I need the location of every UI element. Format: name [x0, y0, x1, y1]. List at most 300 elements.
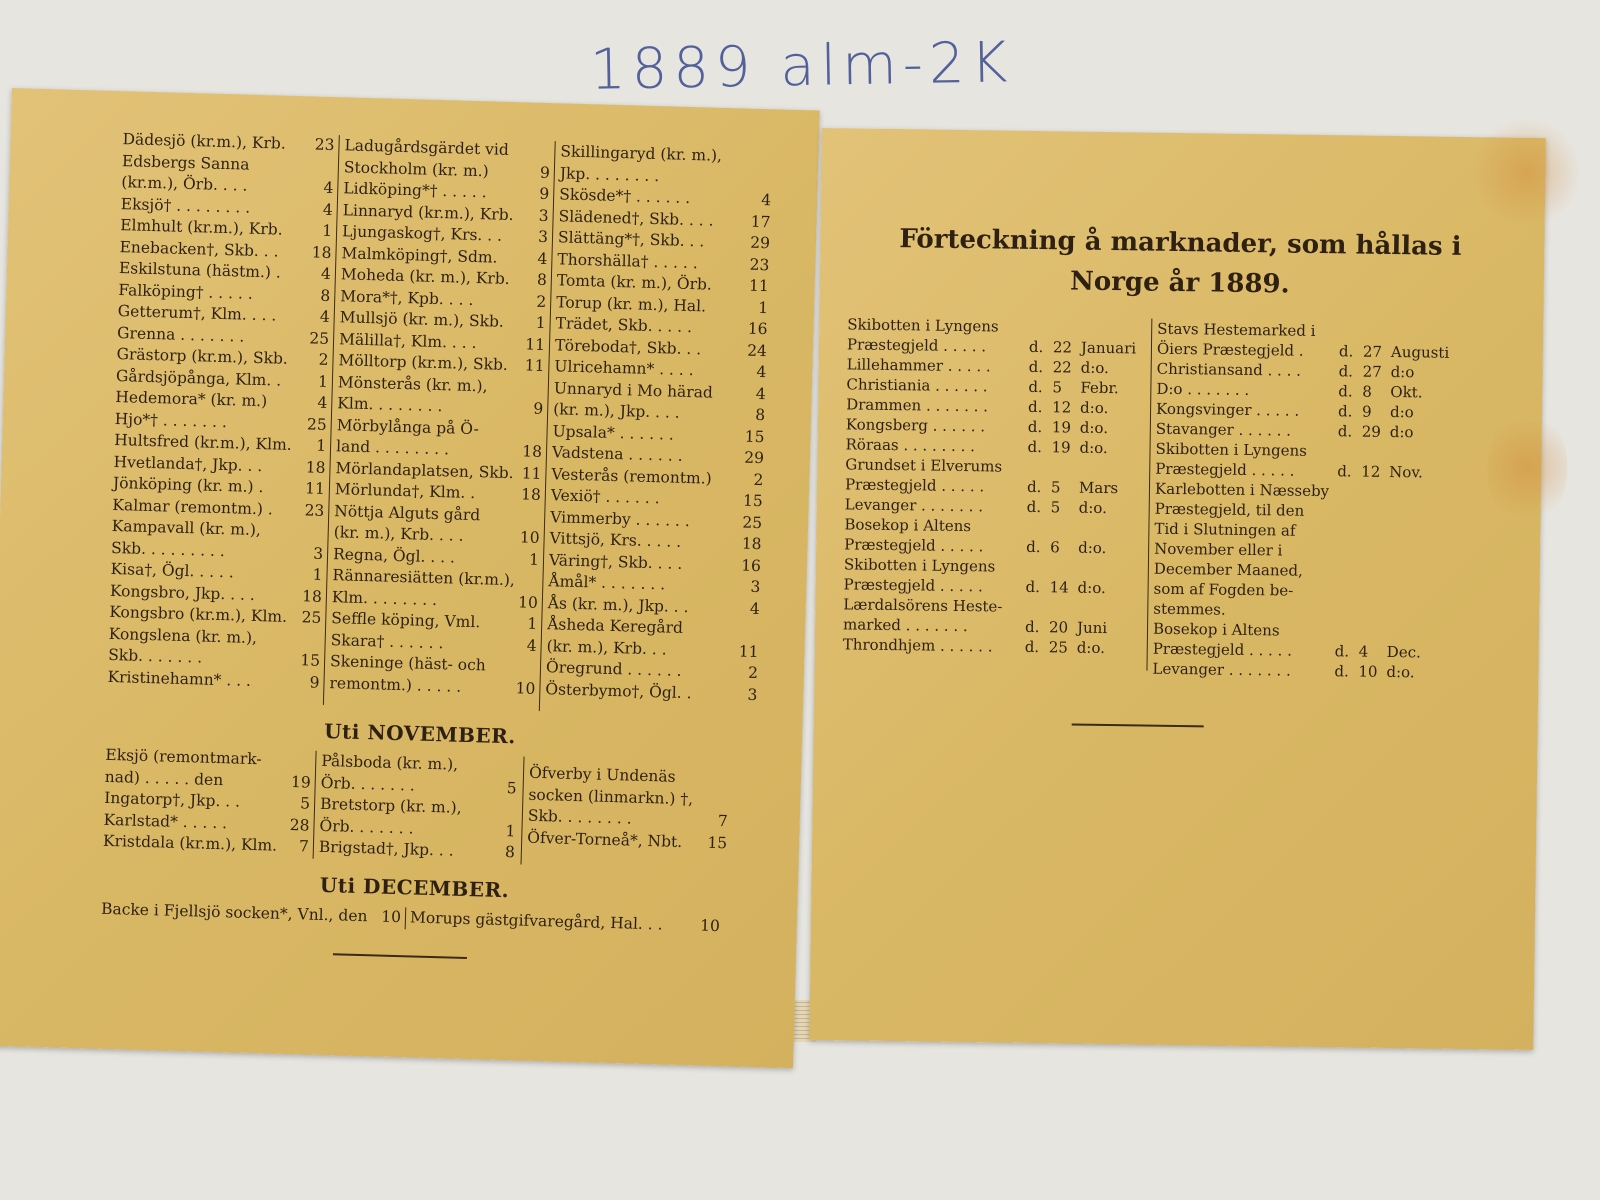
- entry-d: d.: [1338, 362, 1354, 381]
- entry-month: Januari: [1080, 338, 1137, 358]
- entry-value: 4: [526, 636, 537, 655]
- entry-name: Christiania . . . . . .: [846, 375, 988, 396]
- entry-d: [1336, 561, 1360, 581]
- entry-month: d:o.: [1078, 538, 1107, 558]
- entry-name: Moheda (kr. m.), Krb.: [340, 265, 510, 288]
- entry-value: 18: [311, 242, 332, 262]
- entry-value: 15: [707, 833, 728, 852]
- entry-value: [314, 629, 321, 651]
- entry-name: Enebacken†, Skb. . .: [119, 237, 279, 261]
- entry-name: som af Fogden be-: [1153, 579, 1294, 600]
- entry-name: Hultsfred (kr.m.), Klm.: [113, 430, 292, 454]
- entry-month: [1078, 558, 1144, 579]
- entry-month: Okt.: [1390, 382, 1423, 402]
- entry-name: Kongsbro (kr.m.), Klm.: [109, 602, 288, 626]
- entry-value: 11: [525, 334, 546, 354]
- entry-month: Nov.: [1389, 462, 1424, 482]
- entry-name: Stockholm (kr. m.): [343, 157, 489, 180]
- entry-num: [1360, 562, 1388, 582]
- entry-num: 25: [1048, 638, 1068, 657]
- entry-name: Bosekop i Altens: [844, 515, 972, 536]
- section-rule: [333, 953, 467, 959]
- paper-stain: [1486, 407, 1568, 528]
- entry-d: [1029, 317, 1053, 337]
- entry-d: d.: [1334, 642, 1350, 661]
- entry-value: 8: [320, 286, 331, 305]
- entry-value: 10: [517, 592, 539, 612]
- entry-value: 1: [535, 313, 546, 332]
- entry-value: 4: [537, 249, 548, 268]
- list-item: [107, 666, 320, 693]
- entry-value: [511, 756, 518, 778]
- entry-name: land . . . . . . . .: [335, 437, 450, 459]
- entry-value: 2: [753, 470, 764, 489]
- entry-name: Levanger . . . . . . .: [844, 495, 984, 516]
- entry-name: Slädened†, Skb. . . .: [558, 206, 714, 230]
- entry-name: Mörlandaplatsen, Skb.: [335, 458, 514, 482]
- entry-name: (kr. m.), Krb. . . .: [333, 523, 464, 545]
- entry-value: 2: [536, 292, 547, 311]
- entry-d: [1335, 601, 1359, 621]
- entry-num: 5: [1052, 378, 1063, 397]
- entry-d: [1335, 621, 1359, 641]
- entry-d: [1027, 457, 1051, 477]
- list-item: [843, 634, 1143, 658]
- entry-num: 5: [1050, 498, 1061, 517]
- entry-value: 3: [537, 227, 549, 247]
- entry-value: 1: [527, 614, 538, 633]
- entry-month: d:o: [1389, 422, 1414, 442]
- entry-num: 22: [1052, 338, 1073, 357]
- entry-value: 4: [317, 393, 328, 412]
- entry-month: Febr.: [1080, 378, 1119, 398]
- column-divider: [313, 751, 317, 859]
- entry-name: Öregrund . . . . . .: [545, 658, 682, 680]
- entry-d: d.: [1024, 617, 1040, 637]
- entry-num: [1359, 602, 1387, 622]
- entry-name: Unnaryd i Mo härad: [553, 378, 714, 402]
- entry-name: Pålsboda (kr. m.),: [321, 751, 459, 774]
- entry-name: Getterum†, Klm. . . .: [117, 302, 277, 325]
- entry-value: 2: [318, 350, 329, 369]
- right-page: [809, 128, 1546, 1050]
- entry-name: Grundset i Elverums: [845, 455, 1003, 476]
- entry-month: d:o.: [1079, 398, 1109, 418]
- entry-name: Upsala* . . . . . .: [552, 421, 675, 444]
- entry-name: Dädesjö (kr.m.), Krb.: [122, 130, 287, 153]
- entry-value: 15: [744, 427, 765, 446]
- entry-num: [1053, 317, 1081, 337]
- entry-value: 1: [317, 372, 329, 391]
- list-item: [545, 679, 758, 706]
- entry-num: [1050, 557, 1078, 577]
- entry-d: d.: [1338, 342, 1354, 361]
- entry-d: [1025, 597, 1049, 617]
- entry-name: Kristinehamn* . . .: [107, 667, 252, 690]
- left-page: [0, 88, 820, 1068]
- entry-value: 25: [306, 414, 327, 434]
- entry-d: d.: [1027, 417, 1043, 437]
- entry-value: 1: [312, 565, 323, 584]
- entry-name: Skibotten i Lyngens: [1155, 439, 1308, 460]
- entry-value: 4: [756, 362, 767, 382]
- entry-value: 1: [322, 221, 333, 240]
- entry-value: 3: [750, 577, 761, 597]
- entry-name: Torup (kr. m.), Hal.: [555, 292, 707, 315]
- entry-d: d.: [1027, 437, 1043, 457]
- entry-name: Præstegjeld . . . . .: [846, 335, 987, 356]
- entry-d: d.: [1026, 477, 1042, 497]
- entry-name: Jönköping (kr. m.) .: [112, 473, 264, 497]
- entry-value: [317, 522, 324, 544]
- entry-value: 24: [746, 341, 768, 360]
- entry-name: Præstegjeld . . . . .: [1152, 639, 1293, 660]
- entry-value: 11: [521, 463, 542, 483]
- entry-name: Hedemora* (kr. m.): [115, 388, 268, 411]
- entry-name: Kristdala (kr.m.), Klm.: [102, 831, 278, 855]
- entry-value: 11: [738, 642, 759, 661]
- entry-value: [532, 571, 539, 593]
- right-column-2: [1152, 319, 1457, 683]
- entry-month: [1389, 482, 1455, 503]
- entry-value: 28: [289, 815, 310, 835]
- entry-value: 1: [528, 550, 540, 569]
- entry-name: socken (linmarkn.) †,: [528, 785, 694, 808]
- entry-num: 9: [1361, 402, 1372, 421]
- entry-name: Skb. . . . . . . .: [527, 806, 632, 828]
- entry-value: [722, 790, 729, 812]
- entry-name: Thorshälla† . . . . .: [557, 249, 699, 272]
- entry-num: 8: [1362, 382, 1373, 401]
- entry-month: [1079, 458, 1145, 479]
- entry-name: Öfver-Torneå*, Nbt.: [527, 828, 683, 851]
- entry-num: [1051, 457, 1079, 477]
- entry-month: [1387, 622, 1453, 643]
- entry-name: Ås (kr. m.), Jkp. . .: [547, 593, 689, 616]
- entry-name: Brigstad†, Jkp. . .: [318, 837, 454, 860]
- entry-name: Mönsterås (kr. m.),: [337, 372, 488, 395]
- entry-month: d:o.: [1077, 578, 1106, 598]
- entry-name: Vesterås (remontm.): [551, 464, 713, 488]
- entry-name: Rännaresiätten (kr.m.),: [332, 566, 516, 590]
- left-column-1: [107, 129, 335, 694]
- entry-name: Ladugårdsgärdet vid: [344, 136, 510, 159]
- entry-month: [1388, 562, 1454, 583]
- entry-name: Kisa†, Ögl. . . . .: [110, 559, 235, 582]
- entry-value: 29: [743, 448, 765, 468]
- entry-value: 16: [747, 319, 768, 339]
- entry-value: 4: [761, 190, 772, 210]
- entry-name: stemmes.: [1153, 599, 1226, 619]
- entry-month: [1387, 602, 1453, 623]
- entry-name: Lærdalsörens Heste-: [843, 595, 1003, 616]
- entry-d: [1337, 481, 1361, 501]
- entry-value: 18: [741, 534, 762, 554]
- entry-num: 22: [1052, 358, 1072, 377]
- november-heading: Uti NOVEMBER.: [323, 718, 517, 749]
- entry-name: Falköping† . . . . .: [118, 280, 254, 303]
- entry-d: [1336, 541, 1360, 561]
- entry-name: Ljungaskog†, Krs. . .: [341, 222, 503, 245]
- entry-value: 11: [304, 479, 326, 498]
- entry-name: (kr. m.), Jkp. . . .: [552, 400, 680, 422]
- entry-value: 23: [304, 500, 325, 520]
- list-item: Morups gästgifvaregård, Hal. . . 10: [409, 908, 721, 936]
- entry-name: (kr.m.), Örb. . . .: [121, 173, 248, 195]
- entry-month: Juni: [1076, 618, 1108, 638]
- entry-name: Malmköping†, Sdm.: [341, 243, 498, 267]
- entry-name: Skillingaryd (kr. m.),: [560, 142, 723, 165]
- entry-name: Klm. . . . . . . .: [337, 394, 443, 416]
- entry-name: Klm. . . . . . . .: [331, 587, 438, 609]
- entry-value: 7: [298, 837, 310, 856]
- entry-name: Mölltorp (kr.m.), Skb.: [338, 351, 509, 374]
- entry-name: Skösde*† . . . . . .: [558, 185, 691, 207]
- entry-value: 10: [519, 528, 540, 547]
- entry-month: [1389, 442, 1455, 463]
- list-item: [103, 831, 310, 858]
- entry-month: [1389, 502, 1455, 523]
- entry-value: 4: [319, 307, 330, 326]
- list-item: [527, 827, 728, 854]
- entry-name: Karlstad* . . . . .: [103, 810, 228, 832]
- entry-month: [1387, 582, 1453, 603]
- entry-value: 23: [749, 255, 770, 274]
- entry-name: Stavs Hestemarked i: [1157, 319, 1316, 340]
- entry-name: Elmhult (kr.m.), Krb.: [119, 216, 283, 239]
- entry-name: Kongsbro, Jkp. . . .: [109, 581, 256, 604]
- entry-d: d.: [1026, 537, 1041, 557]
- entry-value: [723, 768, 730, 790]
- left-column-3: [545, 141, 773, 706]
- entry-name: D:o . . . . . . .: [1156, 379, 1250, 399]
- entry-value: 18: [522, 442, 543, 461]
- entry-name: Åsheda Keregård: [546, 615, 684, 637]
- page-title: Förteckning å marknader, som hållas i Norge år 1889.: [899, 224, 1462, 300]
- entry-name: Mörbylånga på Ö-: [336, 415, 480, 438]
- entry-month: d:o: [1389, 402, 1414, 422]
- entry-name: Eksjö (remontmark-: [105, 745, 262, 769]
- entry-name: Kongsberg . . . . . .: [845, 415, 986, 436]
- entry-name: Drammen . . . . . . .: [846, 395, 989, 416]
- entry-value: 10: [515, 678, 536, 698]
- entry-month: d:o.: [1076, 638, 1106, 658]
- entry-name: Mullsjö (kr. m.), Skb.: [339, 308, 505, 331]
- entry-num: 19: [1051, 438, 1071, 457]
- entry-d: [1337, 501, 1361, 521]
- entry-name: Skara† . . . . . .: [330, 630, 444, 652]
- entry-num: [1361, 442, 1389, 462]
- entry-num: [1363, 322, 1391, 342]
- entry-num: 29: [1361, 422, 1382, 441]
- entry-name: Mälilla†, Klm. . . .: [338, 329, 477, 352]
- entry-num: 5: [1050, 478, 1061, 497]
- entry-value: 11: [748, 276, 770, 296]
- entry-num: 6: [1050, 538, 1060, 557]
- entry-num: 27: [1362, 362, 1382, 381]
- entry-name: Lillehammer . . . . .: [846, 355, 991, 376]
- entry-name: Jkp. . . . . . . .: [559, 163, 660, 185]
- entry-name: Bretstorp (kr. m.),: [319, 794, 462, 817]
- column-divider: [1146, 319, 1152, 671]
- entry-name: Vadstena . . . . . .: [551, 443, 683, 465]
- entry-value: 17: [750, 212, 771, 231]
- column-divider: [405, 907, 407, 929]
- entry-name: Slättäng*†, Skb. . .: [557, 228, 705, 251]
- entry-value: 15: [300, 651, 321, 670]
- entry-num: 19: [1051, 418, 1072, 437]
- entry-value: 5: [300, 794, 311, 813]
- entry-value: 3: [538, 206, 549, 225]
- entry-month: [1388, 542, 1454, 563]
- entry-name: December Maaned,: [1153, 559, 1303, 580]
- entry-d: d.: [1028, 377, 1043, 397]
- entry-value: 1: [505, 821, 516, 840]
- entry-value: 9: [309, 673, 320, 692]
- entry-name: Vittsjö, Krs. . . . .: [549, 529, 682, 551]
- entry-d: d.: [1026, 497, 1042, 517]
- entry-num: 12: [1051, 398, 1072, 417]
- entry-name: Röraas . . . . . . . .: [845, 435, 976, 456]
- entry-month: d:o.: [1078, 498, 1108, 518]
- entry-num: [1360, 522, 1388, 542]
- entry-name: Seffle köping, Vml.: [331, 609, 481, 632]
- entry-month: d:o.: [1080, 358, 1110, 378]
- entry-num: [1361, 502, 1389, 522]
- entry-num: [1359, 622, 1387, 642]
- entry-value: 9: [539, 184, 550, 204]
- entry-value: [766, 147, 773, 169]
- entry-value: 9: [533, 399, 544, 418]
- entry-d: [1026, 517, 1050, 537]
- entry-value: 18: [301, 586, 323, 606]
- entry-name: nad) . . . . . den: [104, 767, 224, 789]
- entry-name: Skb. . . . . . .: [107, 645, 203, 667]
- november-column-2: [319, 751, 518, 864]
- entry-name: Præstegjeld . . . . .: [843, 575, 983, 596]
- entry-name: Christiansand . . . .: [1156, 359, 1302, 380]
- entry-d: [1336, 521, 1360, 541]
- entry-value: 18: [305, 457, 326, 477]
- entry-value: [753, 620, 760, 642]
- column-divider: [521, 757, 525, 865]
- entry-num: 10: [1358, 662, 1378, 681]
- entry-name: Skb. . . . . . . . .: [110, 538, 226, 560]
- entry-num: [1360, 542, 1388, 562]
- entry-d: d.: [1337, 422, 1353, 441]
- entry-d: d.: [1025, 577, 1041, 597]
- entry-name: Ingatorp†, Jkp. . .: [103, 788, 241, 811]
- entry-value: 9: [539, 163, 551, 182]
- entry-value: 25: [301, 608, 322, 627]
- entry-value: 25: [742, 513, 763, 532]
- entry-d: [1339, 321, 1363, 341]
- december-heading: Uti DECEMBER.: [319, 872, 510, 903]
- entry-month: [1078, 518, 1144, 539]
- entry-value: 5: [506, 778, 517, 797]
- section-rule: [1072, 724, 1204, 728]
- left-column-2: [329, 135, 551, 700]
- entry-month: d:o: [1390, 362, 1415, 382]
- entry-d: d.: [1028, 357, 1044, 377]
- entry-value: [544, 141, 551, 163]
- entry-month: [1081, 318, 1147, 339]
- entry-value: 15: [742, 491, 764, 511]
- entry-num: 4: [1358, 642, 1369, 661]
- entry-month: [1077, 598, 1143, 619]
- entry-name: Skeninge (häst- och: [329, 652, 487, 675]
- entry-name: Bosekop i Altens: [1152, 619, 1280, 640]
- entry-value: 4: [749, 599, 761, 618]
- entry-value: 4: [755, 384, 767, 403]
- entry-value: 3: [747, 685, 758, 704]
- entry-name: Karlebotten i Næsseby: [1154, 479, 1330, 501]
- entry-value: [510, 799, 517, 821]
- entry-name: Præstegjeld . . . . .: [844, 535, 984, 556]
- entry-d: [1335, 581, 1359, 601]
- entry-name: Åmål* . . . . . . .: [548, 572, 666, 594]
- entry-name: Levanger . . . . . . .: [1152, 659, 1291, 680]
- entry-name: Nöttja Alguts gård: [334, 501, 481, 524]
- entry-name: Throndhjem . . . . . .: [842, 635, 993, 656]
- entry-value: [328, 156, 335, 178]
- entry-num: 14: [1049, 578, 1069, 597]
- entry-d: d.: [1337, 462, 1352, 481]
- entry-month: d:o.: [1079, 418, 1109, 438]
- entry-value: 18: [520, 485, 542, 504]
- entry-num: 20: [1048, 618, 1069, 637]
- entry-num: 27: [1362, 342, 1383, 361]
- entry-name: Præstegjeld . . . . .: [844, 475, 985, 496]
- entry-value: [305, 750, 312, 772]
- entry-num: [1050, 517, 1078, 537]
- entry-name: Eksjö† . . . . . . . .: [120, 194, 251, 217]
- entry-value: 25: [309, 328, 330, 348]
- entry-name: Ulricehamn* . . . .: [554, 357, 694, 380]
- entry-name: Eskilstuna (hästm.) .: [118, 259, 282, 282]
- entry-num: 12: [1361, 462, 1381, 481]
- entry-name: Väring†, Skb. . . .: [548, 550, 683, 573]
- entry-name: Örb. . . . . . .: [320, 773, 416, 795]
- november-column-1: [103, 745, 312, 858]
- entry-name: Tid i Slutningen af: [1154, 519, 1296, 540]
- entry-name: Lidköping*† . . . . .: [343, 179, 487, 202]
- entry-name: Edsbergs Sanna: [121, 151, 250, 174]
- entry-name: Öiers Præstegjeld .: [1156, 339, 1304, 360]
- entry-name: Kalmar (remontm.) .: [112, 495, 274, 518]
- entry-d: d.: [1028, 337, 1044, 357]
- entry-name: Kampavall (kr. m.),: [111, 516, 262, 540]
- entry-name: marked . . . . . . .: [842, 615, 968, 636]
- entry-value: 3: [313, 544, 324, 563]
- entry-name: Öfverby i Undenäs: [528, 763, 676, 786]
- entry-value: 1: [316, 436, 327, 455]
- entry-name: Grästorp (kr.m.), Skb.: [116, 345, 289, 368]
- entry-value: 4: [322, 200, 333, 219]
- entry-name: Trädet, Skb. . . . .: [555, 314, 693, 337]
- entry-name: Hjo*† . . . . . . .: [114, 409, 228, 431]
- entry-value: 2: [747, 663, 759, 683]
- entry-name: Vimmerby . . . . . .: [549, 507, 691, 530]
- entry-value: 4: [320, 264, 332, 283]
- entry-num: [1049, 597, 1077, 617]
- entry-value: 19: [290, 772, 311, 792]
- list-item: [1152, 659, 1452, 683]
- entry-d: d.: [1028, 397, 1043, 417]
- entry-value: [530, 657, 537, 679]
- handwritten-note: 1889 alm-2K: [589, 30, 1014, 103]
- entry-name: Hvetlanda†, Jkp. . .: [113, 452, 263, 475]
